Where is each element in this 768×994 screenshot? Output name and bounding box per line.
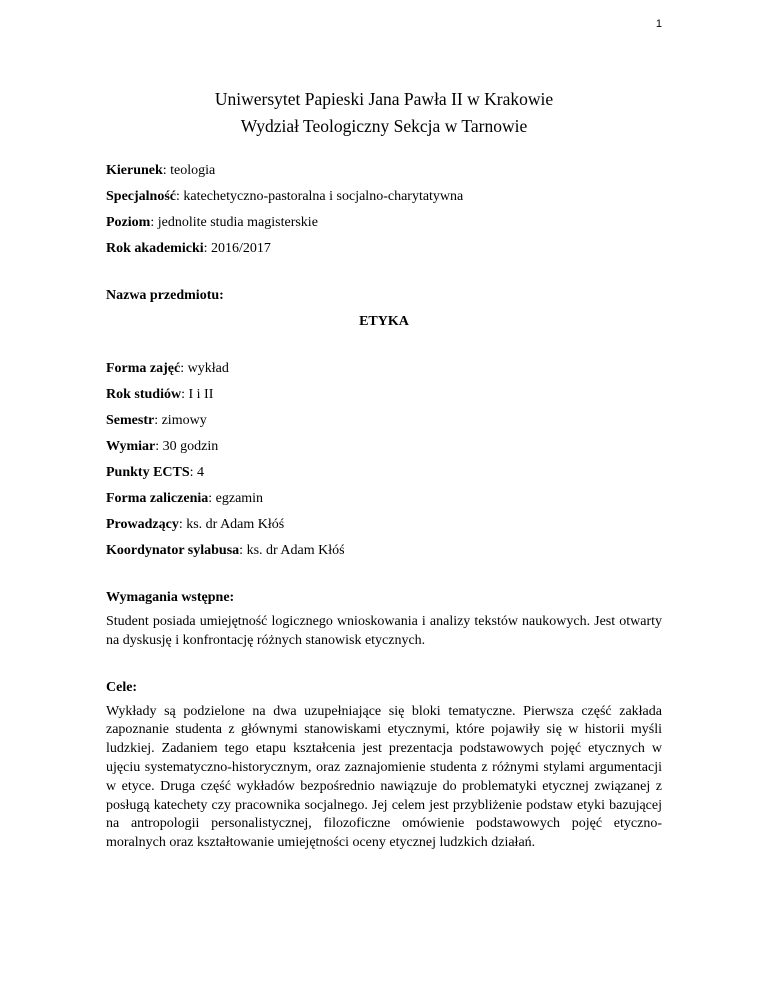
field-prowadzacy: Prowadzący: ks. dr Adam Kłóś <box>106 517 285 532</box>
field-label: Kierunek <box>106 163 163 178</box>
goals-heading: Cele: <box>106 679 138 695</box>
field-label: Punkty ECTS <box>106 465 190 480</box>
field-rok-akademicki: Rok akademicki: 2016/2017 <box>106 241 271 256</box>
field-wymiar: Wymiar: 30 godzin <box>106 439 219 454</box>
subject-section <box>106 285 662 332</box>
faculty-name: Wydział Teologiczny Sekcja w Tarnowie <box>240 116 528 136</box>
field-label: Rok akademicki <box>106 241 204 256</box>
field-specjalnosc: Specjalność: katechetyczno-pastoralna i socjalno-charytatywna <box>106 189 464 204</box>
syllabus-content <box>106 160 662 853</box>
document-header <box>0 86 768 140</box>
field-koordynator: Koordynator sylabusa: ks. dr Adam Kłóś <box>106 543 345 558</box>
university-name: Uniwersytet Papieski Jana Pawła II w Krakowie <box>214 89 554 109</box>
field-value: teologia <box>170 163 216 178</box>
field-value: wykład <box>187 361 229 376</box>
field-value: ks. dr Adam Kłóś <box>186 517 285 532</box>
field-value: 2016/2017 <box>211 241 271 256</box>
field-value: egzamin <box>215 491 264 506</box>
program-info <box>106 160 662 259</box>
field-value: ks. dr Adam Kłóś <box>246 543 345 558</box>
subject-heading: Nazwa przedmiotu: <box>106 288 224 303</box>
field-label: Koordynator sylabusa <box>106 543 240 558</box>
field-label: Specjalność <box>106 189 176 204</box>
field-value: jednolite studia magisterskie <box>157 215 318 230</box>
field-kierunek: Kierunek: teologia <box>106 163 216 178</box>
field-rok-studiow: Rok studiów: I i II <box>106 387 214 402</box>
field-forma-zajec: Forma zajęć: wykład <box>106 361 229 376</box>
field-label: Poziom <box>106 215 151 230</box>
requirements-heading: Wymagania wstępne: <box>106 590 235 605</box>
field-label: Forma zaliczenia <box>106 491 209 506</box>
field-value: katechetyczno-pastoralna i socjalno-charytatywna <box>183 189 464 204</box>
requirements-text: Student posiada umiejętność logicznego wnioskowania i analizy tekstów naukowych. Jest otwarty na dyskusję i konfrontację różnych stanowisk etycznych. <box>106 614 662 648</box>
field-value: 30 godzin <box>162 439 219 454</box>
field-label: Forma zajęć <box>106 361 181 376</box>
goals-text: Wykłady są podzielone na dwa uzupełniające się bloki tematyczne. Pierwsza część zakłada zapoznanie studenta z głównymi stanowiskami etycznymi, które pojawiły się w historii myśli ludzkiej. Zadaniem tego etapu kształcenia jest prezentacja podstawowych pojęć etycznych w ujęciu systematyczno-historycznym, oraz zaznajomienie studenta z różnymi stylami argumentacji w etyce. Druga część wykładów bezpośrednio nawiązuje do problematyki etycznej związanej z posługą katechety czy pracownika socjalnego. Jej celem jest przybliżenie podstaw etyki bazującej na antropologii personalistycznej, filozoficzne omówienie podstawowych pojęć etyczno-moralnych oraz kształtowanie umiejętności oceny etycznej ludzkich działań. <box>106 703 662 851</box>
goals-section <box>106 677 662 853</box>
field-value: I i II <box>188 387 214 402</box>
field-value: 4 <box>197 465 205 480</box>
field-label: Prowadzący <box>106 517 179 532</box>
requirements-section <box>106 587 662 651</box>
field-label: Wymiar <box>106 439 156 454</box>
course-details <box>106 358 662 561</box>
page-number: 1 <box>655 18 662 30</box>
field-value: zimowy <box>161 413 207 428</box>
field-label: Semestr <box>106 413 155 428</box>
field-punkty-ects: Punkty ECTS: 4 <box>106 465 205 480</box>
field-label: Rok studiów <box>106 387 182 402</box>
field-poziom: Poziom: jednolite studia magisterskie <box>106 215 318 230</box>
subject-name: ETYKA <box>359 314 409 329</box>
field-semestr: Semestr: zimowy <box>106 413 207 428</box>
field-forma-zaliczenia: Forma zaliczenia: egzamin <box>106 491 264 506</box>
